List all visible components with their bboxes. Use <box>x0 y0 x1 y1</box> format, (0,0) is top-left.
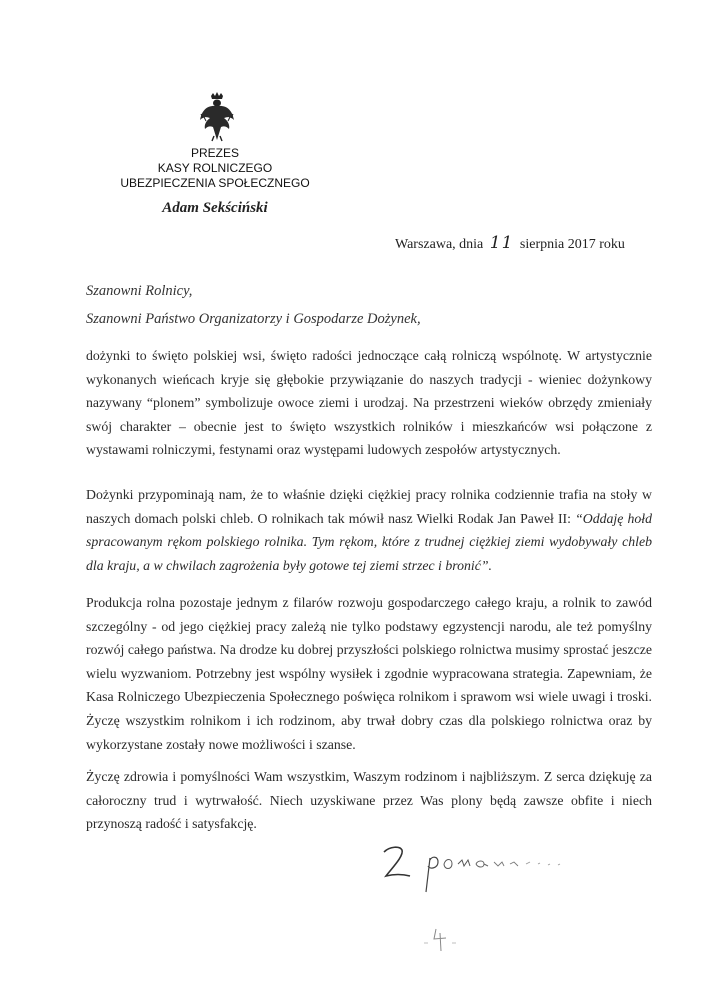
body-paragraph <box>86 483 652 577</box>
date-prefix: Warszawa, dnia <box>395 237 484 252</box>
signer-name: Adam Sekściński <box>162 200 268 216</box>
date-suffix: sierpnia 2017 roku <box>519 237 625 252</box>
papal-quote: “Oddaję hołd spracowanym rękom polskiego rolnika. Tym rękom, które z trudnej ciężkiej ziemi wydobywały chleb dla kraju, a w chwilach zagrożenia były gotowe tej ziemi strzec i bronić”. <box>86 510 652 573</box>
body-paragraph: Produkcja rolna pozostaje jednym z filarów rozwoju gospodarczego całego kraju, a rolnik to zawód szczególny - od jego ciężkiej pracy zależą nie tylko podstawy egzystencji narodu, ale też pomyślny rozwój całego państwa. Na drodze ku dobrej przyszłości polskiego rolnictwa musimy sprostać jeszcze wielu wyzwaniom. Potrzebny jest wspólny wysiłek i zgodnie wypracowana strategia. Zapewniam, że Kasa Rolniczego Ubezpieczenia Społecznego poświęca rolnikom i sprawom wsi wiele uwagi i troski. Życzę wszystkim rolnikom i ich rodzinom, aby trwał dobry czas dla polskiego rolnictwa oraz by wykorzystane zostały nowe możliwości i szanse. <box>86 595 652 752</box>
date-day-handwritten: 11 <box>489 233 514 253</box>
org-name-line: KASY ROLNICZEGO <box>157 161 273 175</box>
organization-header <box>110 146 320 191</box>
org-name-line: UBEZPIECZENIA SPOŁECZNEGO <box>120 176 310 190</box>
date-line <box>395 233 625 253</box>
handwritten-signature <box>380 834 600 894</box>
org-title-line: PREZES <box>190 146 239 160</box>
body-paragraph: Życzę zdrowia i pomyślności Wam wszystkim, Waszym rodzinom i najbliższym. Z serca dziękuję za całoroczny trud i wytrwałość. Niech uzyskiwane przez Was plony będą zawsze obfite i niech przynoszą radość i satysfakcję. <box>86 769 652 832</box>
polish-eagle-emblem-icon <box>199 92 235 142</box>
body-paragraph: dożynki to święto polskiej wsi, święto radości jednoczące całą rolniczą wspólnotę. W artystycznie wykonanych wieńcach kryje się głębokie przywiązanie do naszych tradycji - wieniec dożynkowy nazywany “plonem” symbolizuje owoce ziemi i urodzaj. Na przestrzeni wieków obrzędy zmieniały swój charakter – obecnie jest to święto wszystkich rolników i mieszkańców wsi połączone z wystawami rolniczymi, festynami oraz występami ludowych zespołów artystycznych. <box>86 348 652 458</box>
salutation-line: Szanowni Państwo Organizatorzy i Gospodarze Dożynek, <box>86 311 421 327</box>
paragraph-text: Dożynki przypominają nam, że to właśnie dzięki ciężkiej pracy rolnika codziennie trafia na stoły w naszych domach polski chleb. O rolnikach tak mówił nasz Wielki Rodak Jan Paweł II: <box>86 487 652 526</box>
salutation-line: Szanowni Rolnicy, <box>86 283 193 299</box>
handwritten-mark <box>420 925 460 953</box>
